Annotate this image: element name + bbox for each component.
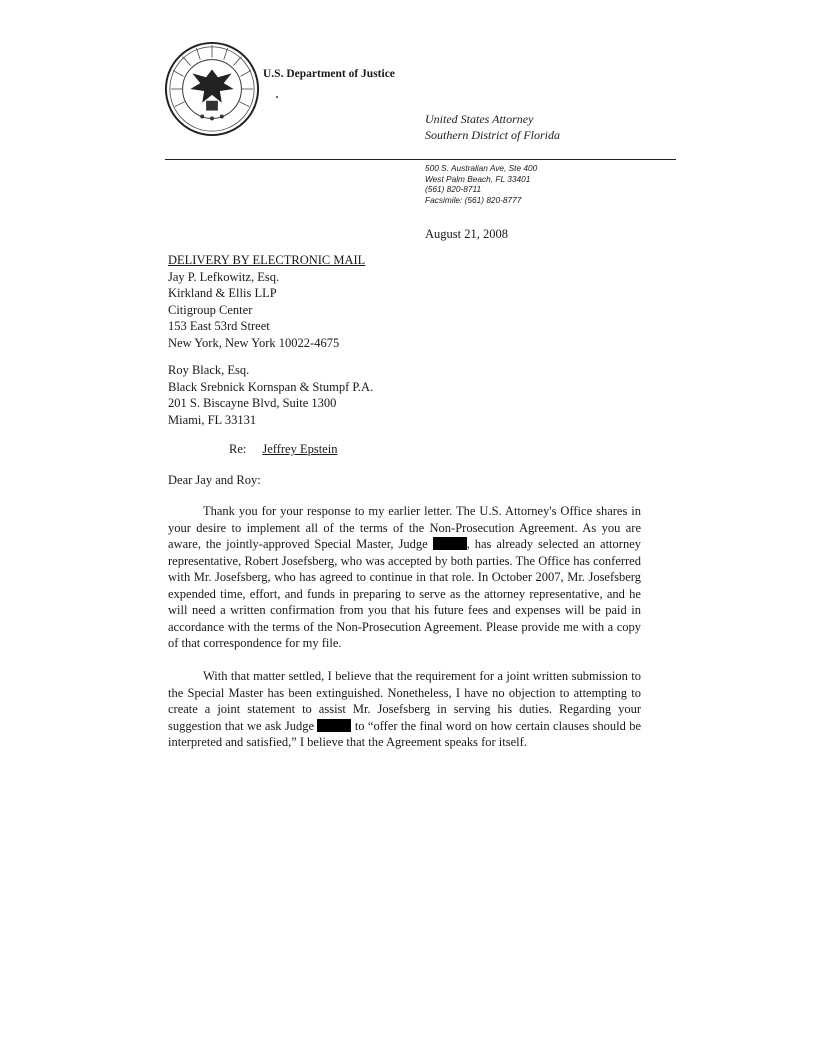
address-line: (561) 820-8711 [425, 184, 482, 194]
recipient-line: Black Srebnick Kornspan & Stumpf P.A. [168, 379, 374, 394]
delivery-method: DELIVERY BY ELECTRONIC MAIL [168, 253, 366, 267]
address-line: Facsimile: (561) 820-8777 [425, 194, 522, 205]
redaction-box [317, 719, 351, 732]
doj-seal-icon [163, 40, 261, 138]
recipient-block-2 [168, 362, 373, 428]
recipient-line: New York, New York 10022-4675 [168, 335, 340, 350]
re-label: Re: [229, 442, 247, 456]
office-block [425, 111, 560, 143]
address-line: West Palm Beach, FL 33401 [425, 173, 531, 184]
recipient-line: Kirkland & Ellis LLP [168, 286, 277, 301]
office-address [425, 163, 537, 205]
paragraph-text: to “offer the final word on how certain clauses should be interpreted and satisfied,” I believe that the Agreement speaks for itself. [168, 718, 641, 749]
salutation: Dear Jay and Roy: [168, 473, 261, 487]
recipient-line: 201 S. Biscayne Blvd, Suite 1300 [168, 396, 337, 411]
paragraph-text: Thank you for your response to my earlier letter. The U.S. Attorney's Office shares in your desire to implement all of the terms of the Non-Prosecution Agreement. As you are aware, the jointly-approved Special Master, Judge [168, 504, 641, 551]
department-name: U.S. Department of Justice [263, 68, 395, 80]
body-paragraph-2 [168, 668, 641, 751]
recipient-line: Miami, FL 33131 [168, 412, 257, 427]
recipient-block-1 [168, 252, 365, 352]
recipient-line: Citigroup Center [168, 302, 253, 317]
re-line [229, 442, 337, 457]
recipient-line: Roy Black, Esq. [168, 363, 250, 377]
body-paragraph-1 [168, 503, 641, 652]
recipient-line: 153 East 53rd Street [168, 319, 270, 334]
letter-date: August 21, 2008 [425, 227, 508, 241]
re-subject: Jeffrey Epstein [262, 442, 338, 456]
office-district: Southern District of Florida [425, 128, 560, 142]
address-line: 500 S. Australian Ave, Ste 400 [425, 163, 538, 173]
recipient-line: Jay P. Lefkowitz, Esq. [168, 269, 280, 284]
letterhead-rule [165, 159, 676, 160]
paragraph-text: With that matter settled, I believe that the requirement for a joint written submission to the Special Master has been extinguished. Nonetheless, I have no objection to attempting to create a joint statement to assist Mr. Josefsberg in serving his duties. Regarding your suggestion that we ask Judge [168, 669, 641, 733]
redaction-box [433, 537, 467, 550]
office-title: United States Attorney [425, 112, 534, 126]
stray-mark [276, 96, 278, 98]
paragraph-text: , has already selected an attorney representative, Robert Josefsberg, who was accepted by both parties. The Office has conferred with Mr. Josefsberg, who has agreed to continue in that role. In October 2007, Mr. Josefsberg expended time, effort, and funds in preparing to serve as the attorney representative, and he will need a written confirmation from you that his future fees and expenses will be paid in accordance with the terms of the Non-Prosecution Agreement. Please provide me with a copy of that correspondence for my file. [168, 537, 641, 650]
